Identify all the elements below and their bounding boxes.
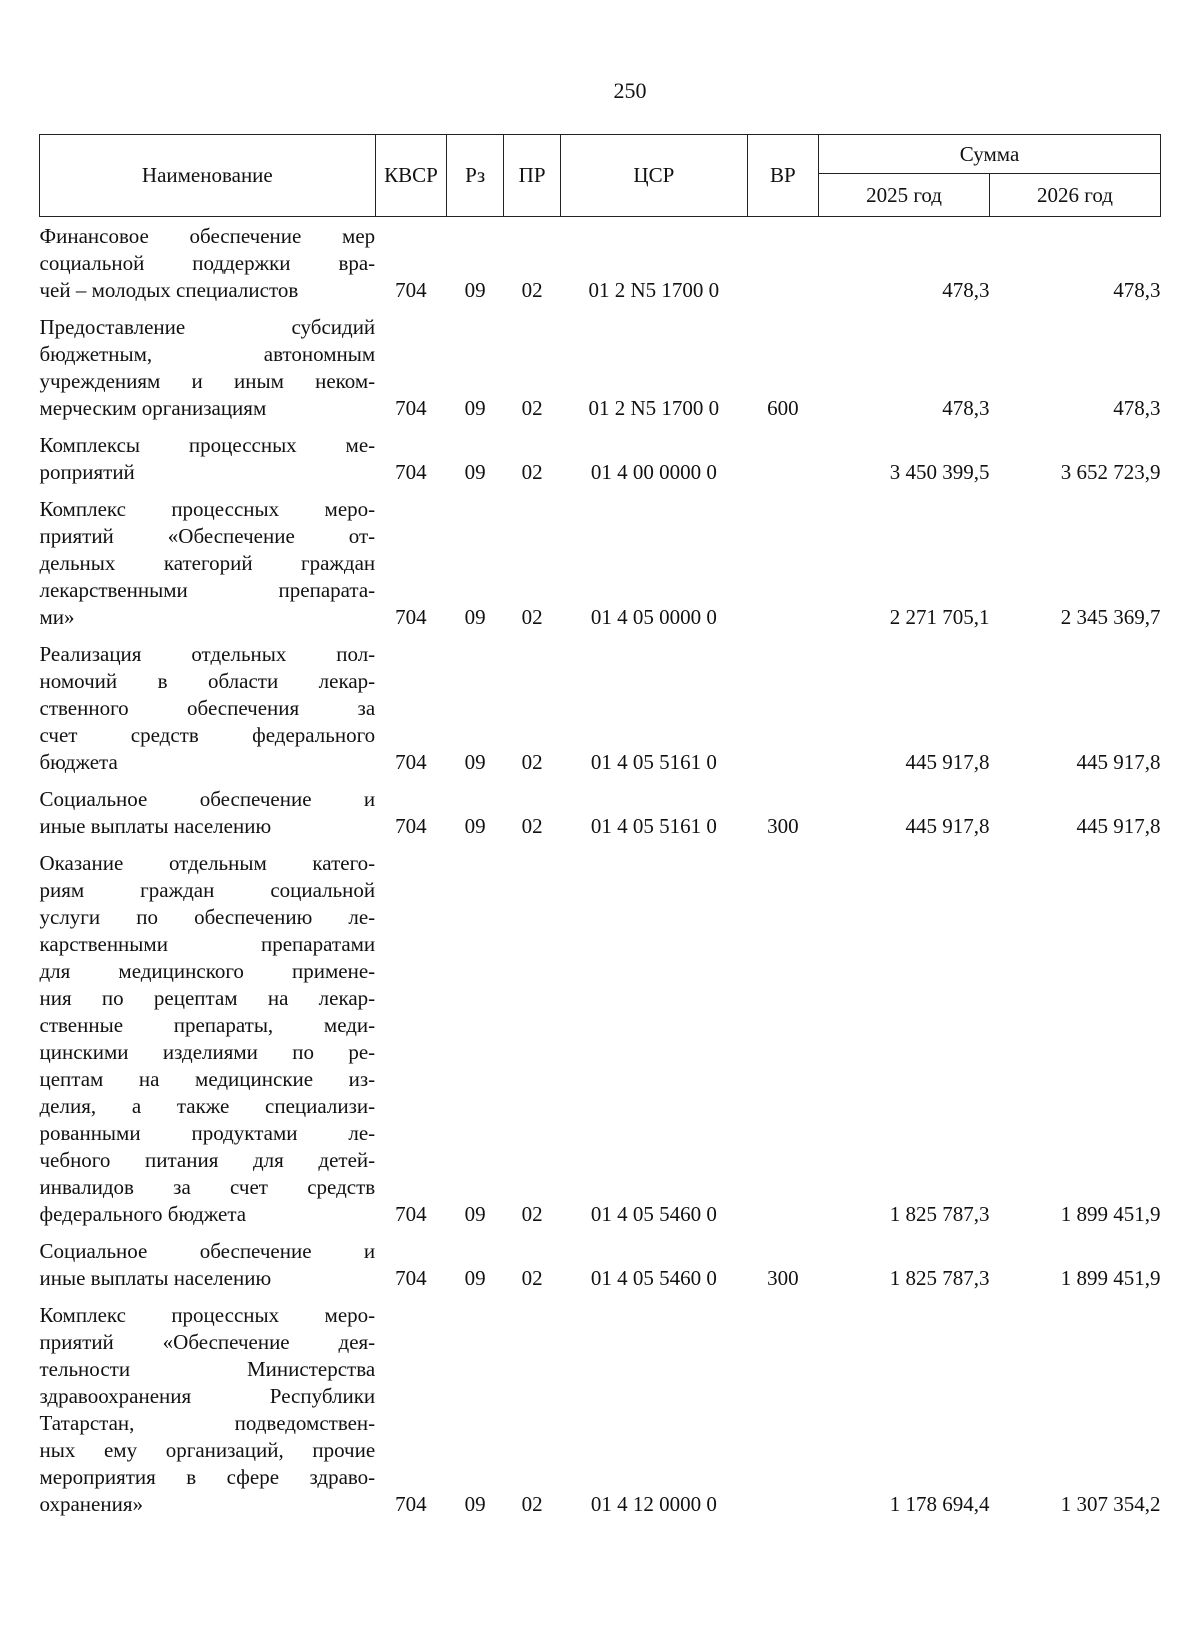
page-number: 250 [613,78,647,103]
cell-sum-2026: 1 307 354,2 [1060,1492,1161,1516]
name-line: приятий «Обеспечение дея- [39,1330,376,1354]
cell-rz: 09 [464,278,486,302]
cell-csr: 01 4 05 0000 0 [590,605,717,629]
name-line: мероприятия в сфере здраво- [39,1465,376,1489]
cell-name [40,844,376,1232]
name-line: карственными препаратами [39,932,376,956]
cell-sum-2026: 1 899 451,9 [1060,1202,1161,1226]
cell-kvsr: 704 [395,278,427,302]
cell-pr: 02 [521,750,543,774]
table-row [40,490,1161,635]
cell-sum-2025: 445 917,8 [905,814,990,838]
header-vr: ВР [747,135,818,217]
header-csr: ЦСР [561,135,747,217]
name-line: ми» [39,605,75,629]
cell-pr: 02 [521,605,543,629]
cell-sum-2026: 478,3 [1113,278,1161,302]
name-line: иные выплаты населению [39,814,272,838]
name-line: делия, а также специализи- [39,1094,376,1118]
cell-csr: 01 2 N5 1700 0 [588,278,720,302]
cell-pr: 02 [521,814,543,838]
cell-rz: 09 [464,1202,486,1226]
name-line: цинскими изделиями по ре- [39,1040,376,1064]
name-line: учреждениям и иным неком- [39,369,376,393]
name-line: дельных категорий граждан [39,551,376,575]
name-line: ственного обеспечения за [39,696,376,720]
table-row [40,1296,1161,1522]
name-line: инвалидов за счет средств [39,1175,376,1199]
table-row [40,308,1161,426]
cell-rz: 09 [464,460,486,484]
name-line: для медицинского примене- [39,959,376,983]
cell-vr [747,635,818,780]
cell-pr: 02 [521,1202,543,1226]
cell-rz: 09 [464,750,486,774]
cell-vr: 300 [767,1266,799,1290]
cell-csr: 01 4 00 0000 0 [590,460,717,484]
name-line: мерческим организациям [39,396,267,420]
cell-sum-2025: 3 450 399,5 [889,460,990,484]
name-line: Комплекс процессных меро- [39,1303,376,1327]
cell-sum-2026: 3 652 723,9 [1060,460,1161,484]
cell-kvsr: 704 [395,814,427,838]
cell-kvsr: 704 [395,1266,427,1290]
cell-sum-2026: 445 917,8 [1076,750,1161,774]
cell-kvsr: 704 [395,1492,427,1516]
cell-kvsr: 704 [395,1202,427,1226]
cell-csr: 01 4 12 0000 0 [590,1492,717,1516]
name-line: счет средств федерального [39,723,376,747]
name-line: роприятий [39,460,135,484]
table-row [40,217,1161,309]
name-line: Социальное обеспечение и [39,1239,376,1263]
name-line: Предоставление субсидий [39,315,376,339]
cell-sum-2025: 445 917,8 [905,750,990,774]
name-line: социальной поддержки вра- [39,251,376,275]
cell-kvsr: 704 [395,396,427,420]
name-line: тельности Министерства [39,1357,376,1381]
header-kvsr: КВСР [375,135,446,217]
name-line: ственные препараты, меди- [39,1013,376,1037]
name-line: Оказание отдельным катего- [39,851,376,875]
cell-csr: 01 4 05 5161 0 [590,750,717,774]
cell-pr: 02 [521,278,543,302]
cell-vr [747,426,818,490]
cell-sum-2025: 1 825 787,3 [889,1202,990,1226]
cell-vr [747,217,818,309]
cell-vr [747,1296,818,1522]
name-line: Комплексы процессных ме- [39,433,376,457]
name-line: номочий в области лекар- [39,669,376,693]
cell-rz: 09 [464,1266,486,1290]
cell-rz: 09 [464,605,486,629]
cell-vr [747,844,818,1232]
header-year-2026: 2026 год [990,174,1161,217]
budget-table [39,134,1161,1522]
name-line: Комплекс процессных меро- [39,497,376,521]
cell-name [40,308,376,426]
cell-csr: 01 4 05 5161 0 [590,814,717,838]
cell-sum-2025: 1 178 694,4 [889,1492,990,1516]
cell-sum-2025: 478,3 [942,396,990,420]
cell-csr: 01 4 05 5460 0 [590,1266,717,1290]
name-line: федерального бюджета [39,1202,247,1226]
name-line: цептам на медицинские из- [39,1067,376,1091]
cell-pr: 02 [521,1492,543,1516]
name-line: Социальное обеспечение и [39,787,376,811]
cell-vr [747,490,818,635]
name-line: иные выплаты населению [39,1266,272,1290]
cell-sum-2025: 1 825 787,3 [889,1266,990,1290]
name-line: бюджета [39,750,118,774]
cell-rz: 09 [464,396,486,420]
cell-name [40,1296,376,1522]
header-name: Наименование [40,135,376,217]
table-row [40,844,1161,1232]
name-line: приятий «Обеспечение от- [39,524,376,548]
cell-kvsr: 704 [395,460,427,484]
cell-pr: 02 [521,1266,543,1290]
header-pr: ПР [504,135,561,217]
name-line: услуги по обеспечению ле- [39,905,376,929]
cell-sum-2026: 2 345 369,7 [1060,605,1161,629]
cell-kvsr: 704 [395,605,427,629]
header-rz: Рз [447,135,504,217]
cell-csr: 01 2 N5 1700 0 [588,396,720,420]
cell-pr: 02 [521,396,543,420]
table-row [40,635,1161,780]
header-year-2025: 2025 год [819,174,990,217]
cell-sum-2026: 1 899 451,9 [1060,1266,1161,1290]
name-line: лекарственными препарата- [39,578,376,602]
cell-sum-2026: 478,3 [1113,396,1161,420]
name-line: Реализация отдельных пол- [39,642,376,666]
cell-name [40,426,376,490]
cell-name [40,217,376,309]
cell-sum-2026: 445 917,8 [1076,814,1161,838]
table-row [40,426,1161,490]
name-line: Финансовое обеспечение мер [39,224,376,248]
cell-rz: 09 [464,1492,486,1516]
table-body [40,217,1161,1523]
header-sum: Сумма [819,135,1161,174]
name-line: чебного питания для детей- [39,1148,376,1172]
cell-name [40,490,376,635]
cell-name [40,1232,376,1296]
cell-vr: 600 [767,396,799,420]
cell-sum-2025: 478,3 [942,278,990,302]
name-line: бюджетным, автономным [39,342,376,366]
name-line: ных ему организаций, прочие [39,1438,376,1462]
name-line: риям граждан социальной [39,878,376,902]
cell-vr: 300 [767,814,799,838]
cell-name [40,780,376,844]
name-line: охранения» [39,1492,143,1516]
name-line: здравоохранения Республики [39,1384,376,1408]
name-line: Татарстан, подведомствен- [39,1411,376,1435]
cell-pr: 02 [521,460,543,484]
table-row [40,780,1161,844]
cell-kvsr: 704 [395,750,427,774]
name-line: чей – молодых специалистов [39,278,299,302]
cell-csr: 01 4 05 5460 0 [590,1202,717,1226]
table-row [40,1232,1161,1296]
cell-rz: 09 [464,814,486,838]
table-header [40,135,1161,217]
cell-sum-2025: 2 271 705,1 [889,605,990,629]
cell-name [40,635,376,780]
name-line: ния по рецептам на лекар- [39,986,376,1010]
name-line: рованными продуктами ле- [39,1121,376,1145]
